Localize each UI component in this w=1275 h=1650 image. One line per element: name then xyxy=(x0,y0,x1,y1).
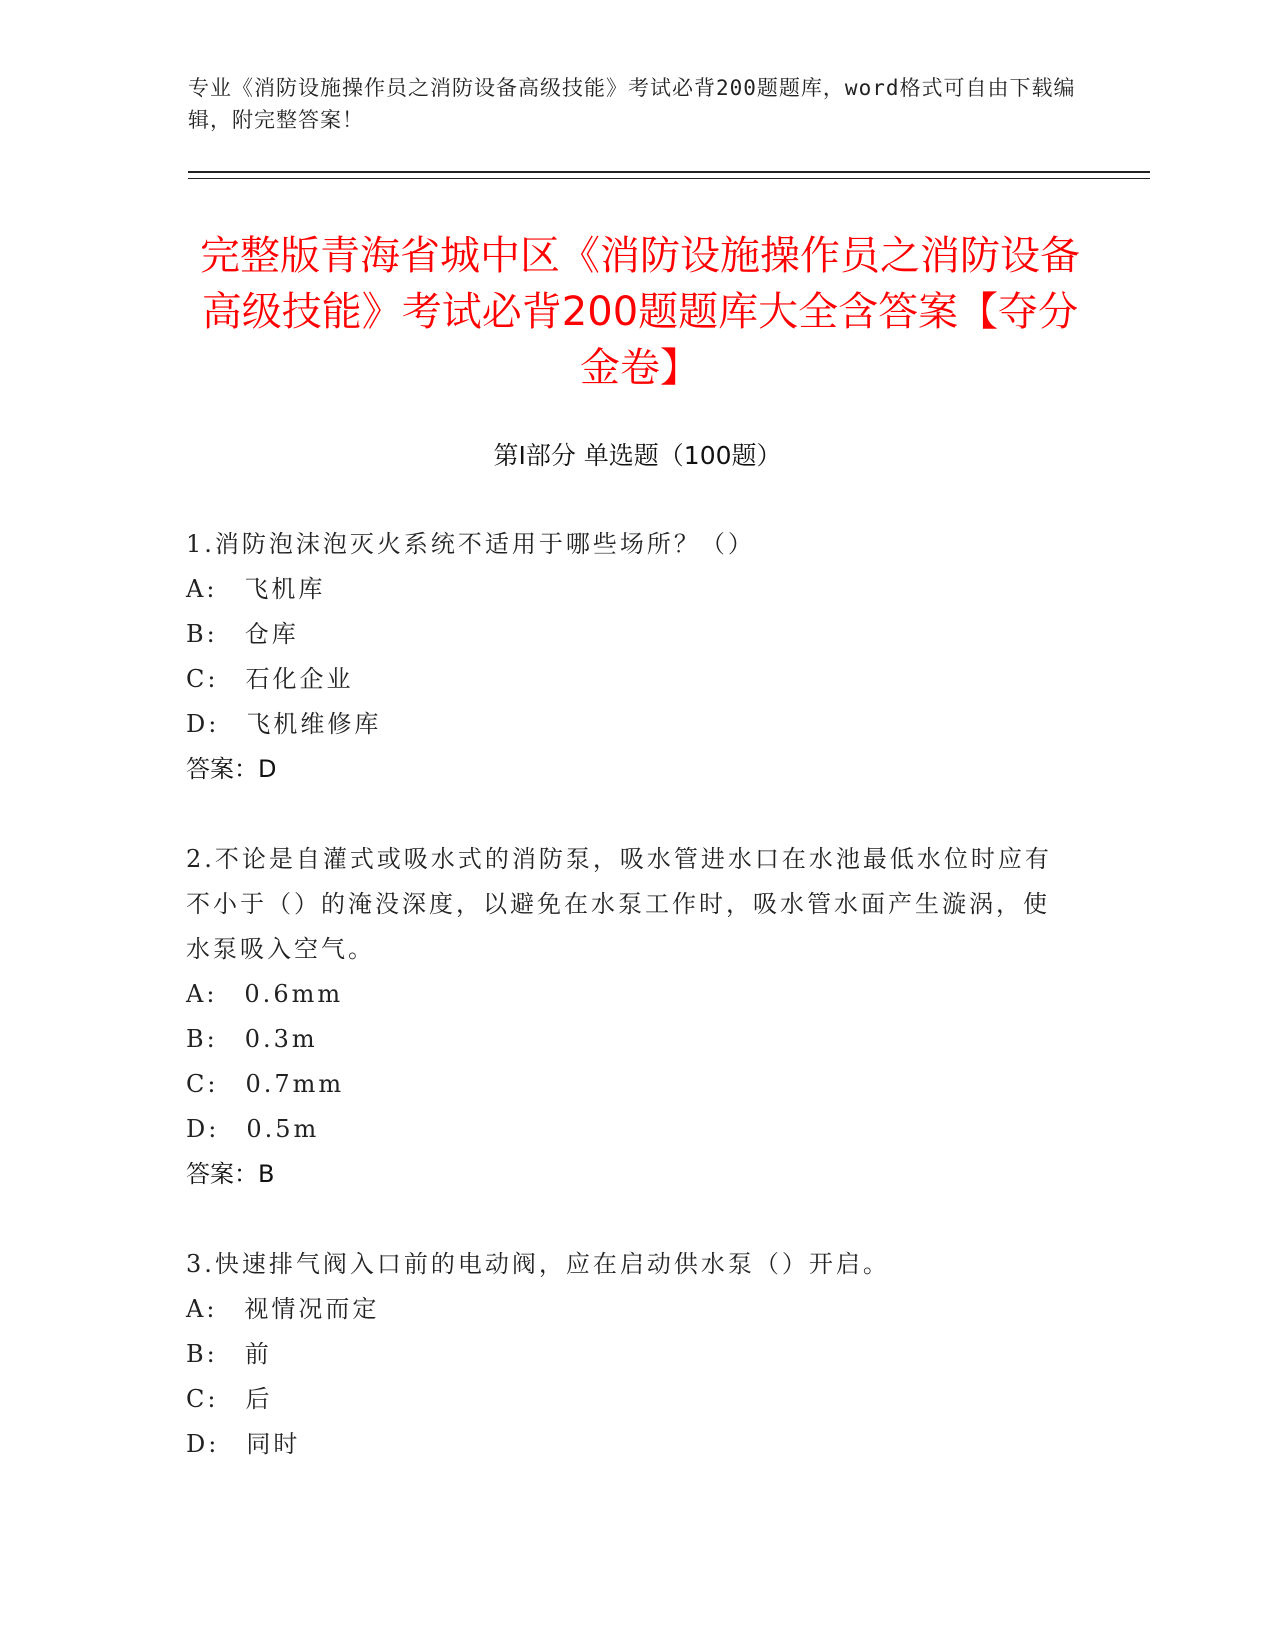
option-c: C: 后 xyxy=(186,1385,273,1413)
question-1 xyxy=(186,522,1066,792)
option-a: A: 0.6mm xyxy=(186,980,344,1008)
question-list xyxy=(186,522,1066,1512)
option-c: C: 0.7mm xyxy=(186,1070,345,1098)
option-a: A: 飞机库 xyxy=(186,575,326,603)
question-3 xyxy=(186,1242,1066,1467)
option-a: A: 视情况而定 xyxy=(186,1295,380,1323)
option-d: D: 同时 xyxy=(186,1430,301,1458)
header-note: 专业《消防设施操作员之消防设备高级技能》考试必背200题题库，word格式可自由下载编辑，附完整答案！ xyxy=(188,76,1076,132)
question-stem: 3.快速排气阀入口前的电动阀，应在启动供水泵（）开启。 xyxy=(186,1250,890,1278)
answer: 答案：D xyxy=(186,755,277,783)
header-rule-thin xyxy=(188,178,1150,179)
option-d: D: 飞机维修库 xyxy=(186,710,382,738)
question-stem: 2.不论是自灌式或吸水式的消防泵，吸水管进水口在水池最低水位时应有不小于（）的淹没深度，以避免在水泵工作时，吸水管水面产生漩涡，使水泵吸入空气。 xyxy=(186,845,1052,963)
option-b: B: 0.3m xyxy=(186,1025,318,1053)
option-c: C: 石化企业 xyxy=(186,665,354,693)
option-d: D: 0.5m xyxy=(186,1115,320,1143)
header-rule-thick xyxy=(188,171,1150,173)
option-b: B: 仓库 xyxy=(186,620,299,648)
question-2 xyxy=(186,837,1066,1197)
question-stem: 1.消防泡沫泡灭火系统不适用于哪些场所？（） xyxy=(186,530,755,558)
option-b: B: 前 xyxy=(186,1340,272,1368)
section-title: 第I部分 单选题（100题） xyxy=(493,441,782,470)
answer: 答案：B xyxy=(186,1160,275,1188)
document-title: 完整版青海省城中区《消防设施操作员之消防设备高级技能》考试必背200题题库大全含答案【夺分金卷】 xyxy=(200,233,1080,391)
